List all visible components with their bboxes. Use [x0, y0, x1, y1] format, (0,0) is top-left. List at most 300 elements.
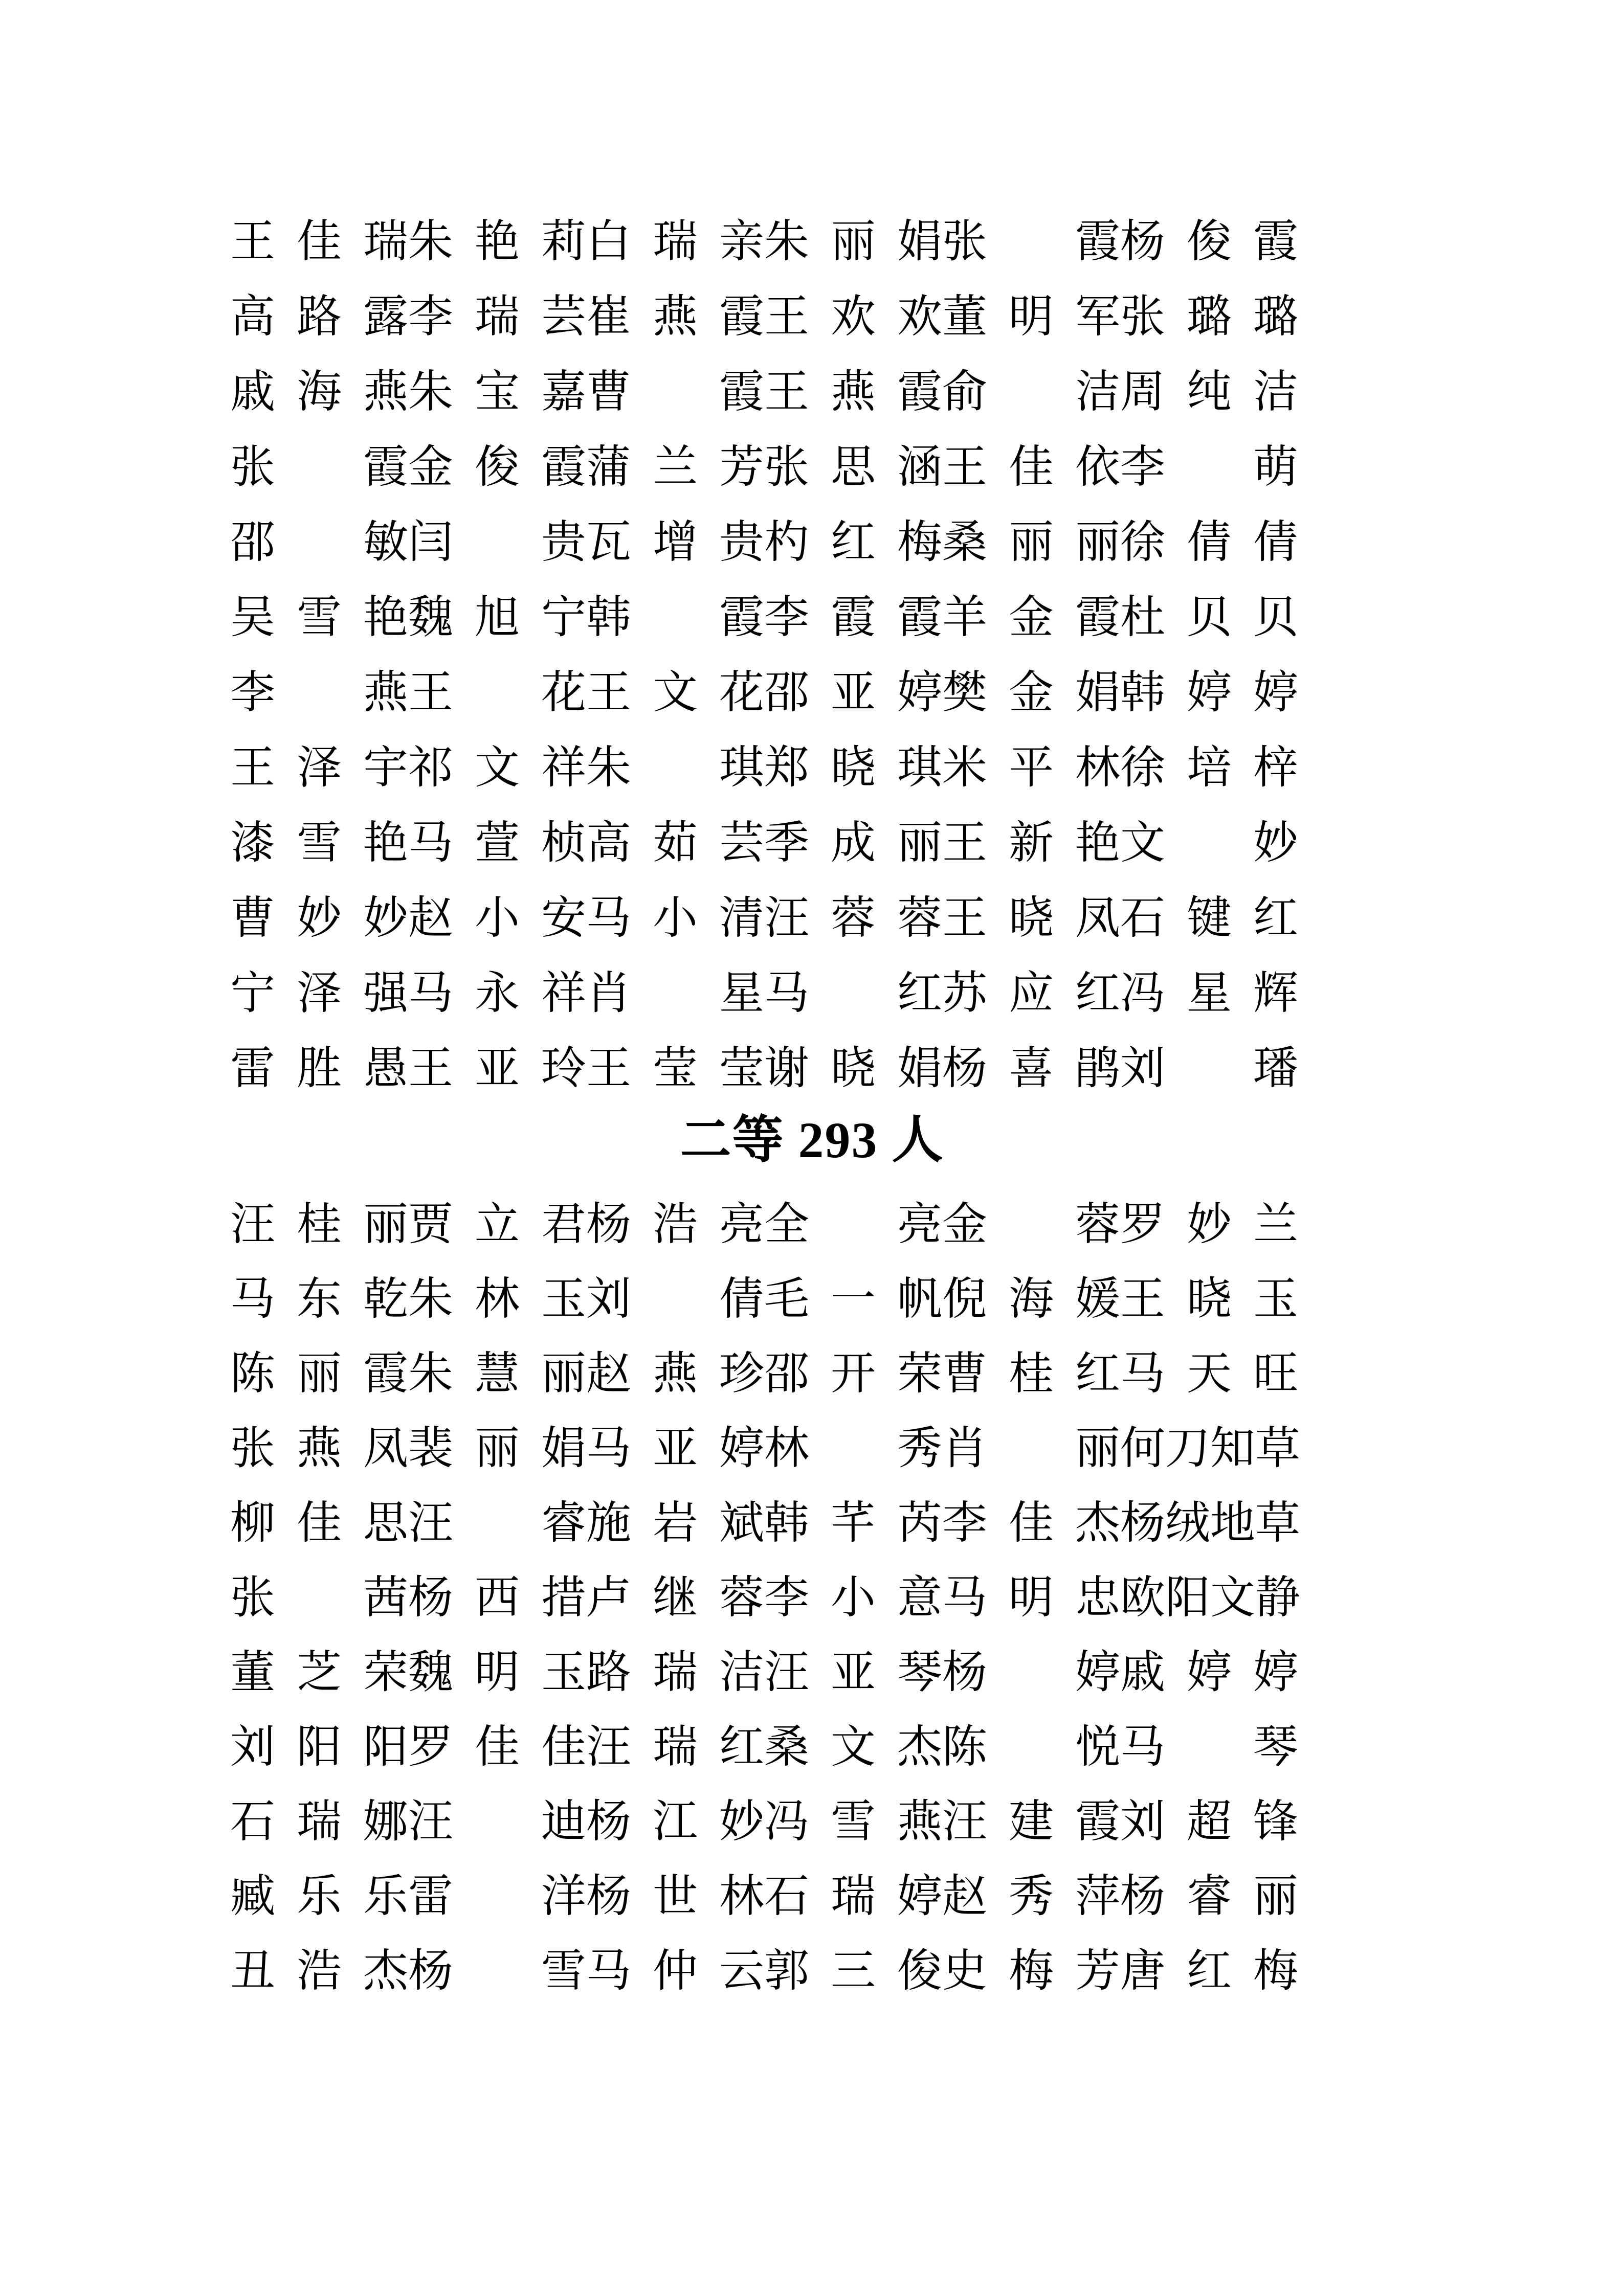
name-char: 增	[652, 518, 698, 568]
name-char: 陈	[230, 1349, 276, 1399]
name-char: 瑞	[652, 1648, 698, 1698]
name-char: 艳	[1075, 819, 1120, 868]
name-cell	[586, 1349, 764, 1399]
name-char: 杨	[1120, 1499, 1166, 1548]
name-char: 杨	[408, 1947, 454, 1996]
name-cell	[408, 1573, 586, 1623]
name-char: 张	[230, 1573, 276, 1623]
name-char: 邵	[764, 1349, 810, 1399]
name-cell	[408, 1277, 586, 1322]
name-char: 汪	[230, 1200, 276, 1250]
name-char: 谢	[764, 1044, 810, 1094]
name-cell	[586, 969, 764, 1019]
name-char: 婷	[1253, 1648, 1298, 1698]
name-char: 地	[1210, 1499, 1256, 1548]
name-char: 浩	[652, 1200, 698, 1250]
name-char: 绒	[1165, 1499, 1211, 1548]
name-char: 林	[474, 1275, 520, 1324]
name-char: 媛	[1075, 1275, 1120, 1324]
name-char: 刘	[586, 1275, 632, 1324]
name-char: 燕	[363, 368, 408, 417]
name-cell	[408, 896, 586, 941]
name-char: 霞	[541, 443, 586, 492]
name-cell	[586, 1501, 764, 1546]
name-char: 裴	[408, 1424, 454, 1474]
name-char: 洁	[719, 1648, 764, 1698]
name-char: 阳	[363, 1723, 408, 1772]
name-char: 云	[719, 1947, 764, 1996]
name-cell	[764, 518, 942, 568]
name-cell	[230, 445, 408, 490]
name-cell	[764, 896, 942, 941]
name-char: 霞	[1253, 217, 1298, 267]
name-cell	[230, 1573, 408, 1623]
name-char: 瑞	[830, 1872, 876, 1922]
name-cell	[230, 1424, 408, 1474]
name-cell	[1120, 217, 1298, 267]
name-cell	[764, 370, 942, 415]
name-char: 敏	[363, 518, 408, 568]
name-char: 路	[296, 292, 342, 342]
name-char: 海	[1008, 1275, 1054, 1324]
name-char: 张	[230, 443, 276, 492]
name-cell	[764, 746, 942, 791]
name-char: 高	[230, 292, 276, 342]
name-char: 茹	[652, 819, 698, 868]
name-char: 三	[830, 1947, 876, 1996]
name-char: 俊	[474, 443, 520, 492]
name-char: 俊	[1186, 217, 1232, 267]
name-char: 亲	[719, 217, 764, 267]
name-cell	[586, 1949, 764, 1994]
name-cell	[764, 445, 942, 490]
name-char: 乐	[363, 1872, 408, 1922]
name-char: 洋	[541, 1872, 586, 1922]
name-char: 罗	[408, 1723, 454, 1772]
name-char: 草	[1255, 1499, 1301, 1548]
name-char: 君	[541, 1200, 586, 1250]
name-char: 王	[408, 1044, 454, 1094]
name-cell	[230, 593, 408, 643]
name-char: 继	[652, 1573, 698, 1623]
name-cell	[230, 1648, 408, 1698]
name-char: 红	[1075, 1349, 1120, 1399]
name-char: 旭	[474, 593, 520, 643]
name-char: 杨	[942, 1044, 988, 1094]
name-cell	[1120, 445, 1298, 490]
name-char: 海	[296, 368, 342, 417]
name-cell	[1120, 1949, 1298, 1994]
name-char: 西	[474, 1573, 520, 1623]
name-char: 王	[408, 668, 454, 718]
name-char: 文	[1210, 1573, 1256, 1623]
name-char: 杓	[764, 518, 810, 568]
name-char: 王	[764, 292, 810, 342]
name-char: 琴	[1253, 1723, 1298, 1772]
name-char: 秀	[897, 1424, 942, 1474]
name-char: 帆	[897, 1275, 942, 1324]
name-char: 雪	[830, 1797, 876, 1847]
name-char: 浩	[296, 1947, 342, 1996]
name-cell	[586, 1797, 764, 1847]
name-char: 霞	[1075, 1797, 1120, 1847]
name-cell	[764, 1349, 942, 1399]
name-char: 丽	[1075, 1424, 1120, 1474]
name-char: 李	[230, 668, 276, 718]
name-cell	[764, 1424, 942, 1474]
name-cell	[1120, 518, 1298, 568]
name-char: 倪	[942, 1275, 988, 1324]
name-char: 芸	[541, 292, 586, 342]
name-char: 林	[764, 1424, 810, 1474]
name-cell	[1120, 668, 1298, 718]
name-char: 仲	[652, 1947, 698, 1996]
name-char: 应	[1008, 969, 1054, 1019]
name-cell	[586, 1573, 764, 1623]
name-cell	[1120, 969, 1298, 1019]
name-char: 红	[897, 969, 942, 1019]
name-char: 霞	[897, 593, 942, 643]
name-char: 郭	[764, 1947, 810, 1996]
name-char: 罗	[1120, 1200, 1166, 1250]
name-cell	[942, 969, 1120, 1019]
name-char: 贾	[408, 1200, 454, 1250]
name-char: 朱	[408, 1275, 454, 1324]
name-cell	[230, 1044, 408, 1094]
name-char: 小	[474, 894, 520, 943]
name-char: 知	[1210, 1424, 1256, 1474]
name-char: 妙	[296, 894, 342, 943]
name-char: 倩	[719, 1275, 764, 1324]
name-char: 宁	[230, 969, 276, 1019]
name-char: 芊	[830, 1499, 876, 1548]
name-char: 霞	[719, 593, 764, 643]
name-char: 建	[1008, 1797, 1054, 1847]
name-cell	[942, 518, 1120, 568]
name-char: 桑	[764, 1723, 810, 1772]
name-char: 迪	[541, 1797, 586, 1847]
name-char: 俞	[942, 368, 988, 417]
name-char: 思	[363, 1499, 408, 1548]
name-char: 睿	[1186, 1872, 1232, 1922]
name-char: 辉	[1253, 969, 1298, 1019]
name-char: 开	[830, 1349, 876, 1399]
name-char: 杨	[586, 1797, 632, 1847]
name-char: 马	[942, 1573, 988, 1623]
name-char: 静	[1255, 1573, 1301, 1623]
name-char: 瑞	[363, 217, 408, 267]
name-cell	[764, 1200, 942, 1250]
name-cell	[764, 1797, 942, 1847]
name-cell	[942, 1424, 1120, 1474]
name-char: 魏	[408, 1648, 454, 1698]
name-cell	[1120, 370, 1298, 415]
name-char: 一	[830, 1275, 876, 1324]
name-char: 杨	[1120, 1872, 1166, 1922]
name-char: 玉	[541, 1275, 586, 1324]
name-cell	[942, 896, 1120, 941]
name-cell	[230, 1725, 408, 1770]
name-cell	[230, 518, 408, 568]
name-char: 丽	[474, 1424, 520, 1474]
name-cell	[586, 292, 764, 342]
name-char: 文	[652, 668, 698, 718]
name-char: 旺	[1253, 1349, 1298, 1399]
name-char: 纯	[1186, 368, 1232, 417]
name-char: 婷	[1186, 1648, 1232, 1698]
name-char: 娜	[363, 1797, 408, 1847]
name-char: 喜	[1008, 1044, 1054, 1094]
name-cell	[1120, 1424, 1301, 1474]
name-char: 赵	[942, 1872, 988, 1922]
name-char: 瓦	[586, 518, 632, 568]
name-char: 亚	[830, 668, 876, 718]
name-char: 李	[408, 292, 454, 342]
name-cell	[408, 969, 586, 1019]
name-char: 艳	[474, 217, 520, 267]
name-cell	[230, 217, 408, 267]
name-char: 凤	[1075, 894, 1120, 943]
name-cell	[942, 746, 1120, 791]
name-char: 妙	[1186, 1200, 1232, 1250]
name-char: 杜	[1120, 593, 1166, 643]
name-char: 培	[1186, 744, 1232, 793]
name-cell	[942, 370, 1120, 415]
name-char: 婷	[897, 668, 942, 718]
name-char: 徐	[1120, 518, 1166, 568]
name-char: 雷	[408, 1872, 454, 1922]
name-char: 崔	[586, 292, 632, 342]
name-char: 刘	[230, 1723, 276, 1772]
name-char: 丽	[541, 1349, 586, 1399]
name-char: 杰	[897, 1723, 942, 1772]
name-cell	[764, 969, 942, 1019]
name-cell	[586, 746, 764, 791]
first-grade-name-list	[230, 217, 1298, 1122]
name-cell	[942, 668, 1120, 718]
name-char: 朱	[408, 368, 454, 417]
name-cell	[764, 1044, 942, 1094]
name-char: 林	[1075, 744, 1120, 793]
name-char: 董	[942, 292, 988, 342]
name-char: 李	[1120, 443, 1166, 492]
name-char: 吴	[230, 593, 276, 643]
name-char: 杨	[408, 1573, 454, 1623]
name-char: 欧	[1120, 1573, 1166, 1623]
name-char: 婷	[1253, 668, 1298, 718]
name-char: 泽	[296, 969, 342, 1019]
name-cell	[230, 1200, 408, 1250]
name-char: 天	[1186, 1349, 1232, 1399]
name-char: 石	[230, 1797, 276, 1847]
name-char: 丽	[363, 1200, 408, 1250]
name-char: 马	[1120, 1349, 1166, 1399]
name-char: 曹	[586, 368, 632, 417]
name-cell	[1120, 746, 1298, 791]
name-cell	[408, 821, 586, 866]
name-char: 妙	[719, 1797, 764, 1847]
name-char: 马	[1120, 1723, 1166, 1772]
name-char: 石	[1120, 894, 1166, 943]
name-char: 路	[586, 1648, 632, 1698]
name-char: 乾	[363, 1275, 408, 1324]
name-char: 娟	[897, 1044, 942, 1094]
name-char: 强	[363, 969, 408, 1019]
name-cell	[230, 821, 408, 866]
name-cell	[230, 1277, 408, 1322]
name-char: 睿	[541, 1499, 586, 1548]
name-char: 俊	[897, 1947, 942, 1996]
name-char: 萱	[474, 819, 520, 868]
name-char: 亮	[897, 1200, 942, 1250]
name-char: 璐	[1186, 292, 1232, 342]
name-char: 泽	[296, 744, 342, 793]
name-char: 佳	[1008, 1499, 1054, 1548]
name-char: 超	[1186, 1797, 1232, 1847]
name-char: 朱	[764, 217, 810, 267]
name-char: 霞	[719, 368, 764, 417]
name-char: 芳	[1075, 1947, 1120, 1996]
name-char: 明	[1008, 1573, 1054, 1623]
name-char: 马	[230, 1275, 276, 1324]
name-char: 文	[474, 744, 520, 793]
name-char: 王	[230, 744, 276, 793]
name-cell	[408, 1797, 586, 1847]
name-char: 悦	[1075, 1723, 1120, 1772]
name-cell	[408, 1044, 586, 1094]
name-char: 贝	[1253, 593, 1298, 643]
name-cell	[764, 292, 942, 342]
name-char: 晓	[830, 1044, 876, 1094]
name-char: 妙	[1253, 819, 1298, 868]
name-char: 李	[942, 1499, 988, 1548]
name-char: 娟	[541, 1424, 586, 1474]
name-char: 晓	[1008, 894, 1054, 943]
name-cell	[942, 1349, 1120, 1399]
name-char: 米	[942, 744, 988, 793]
name-char: 韩	[1120, 668, 1166, 718]
name-char: 花	[719, 668, 764, 718]
name-char: 毛	[764, 1275, 810, 1324]
name-char: 曹	[230, 894, 276, 943]
name-char: 莹	[719, 1044, 764, 1094]
name-char: 王	[586, 668, 632, 718]
name-char: 倩	[1186, 518, 1232, 568]
name-char: 嘉	[541, 368, 586, 417]
name-char: 邵	[230, 518, 276, 568]
name-char: 佳	[296, 1499, 342, 1548]
name-cell	[942, 217, 1120, 267]
name-cell	[942, 821, 1120, 866]
name-char: 红	[1075, 969, 1120, 1019]
name-char: 樊	[942, 668, 988, 718]
name-cell	[764, 821, 942, 866]
name-char: 岩	[652, 1499, 698, 1548]
name-char: 佳	[541, 1723, 586, 1772]
name-char: 新	[1008, 819, 1054, 868]
name-char: 杰	[1075, 1499, 1120, 1548]
name-char: 佳	[296, 217, 342, 267]
name-char: 艳	[363, 819, 408, 868]
name-char: 周	[1120, 368, 1166, 417]
name-char: 白	[586, 217, 632, 267]
name-char: 荣	[363, 1648, 408, 1698]
name-cell	[408, 518, 586, 568]
name-char: 平	[1008, 744, 1054, 793]
name-char: 亚	[474, 1044, 520, 1094]
name-char: 韩	[764, 1499, 810, 1548]
name-char: 马	[764, 969, 810, 1019]
name-char: 马	[586, 1424, 632, 1474]
name-cell	[586, 1725, 764, 1770]
name-cell	[942, 1044, 1120, 1094]
name-cell	[1120, 593, 1298, 643]
name-char: 王	[764, 368, 810, 417]
name-cell	[408, 1725, 586, 1770]
name-char: 琴	[897, 1648, 942, 1698]
name-cell	[230, 1872, 408, 1922]
name-char: 璠	[1253, 1044, 1298, 1094]
name-char: 花	[541, 668, 586, 718]
name-char: 马	[408, 819, 454, 868]
name-char: 冯	[764, 1797, 810, 1847]
name-char: 兰	[1253, 1200, 1298, 1250]
name-char: 茜	[363, 1573, 408, 1623]
name-char: 清	[719, 894, 764, 943]
name-char: 燕	[830, 368, 876, 417]
name-char: 全	[764, 1200, 810, 1250]
name-char: 荣	[897, 1349, 942, 1399]
name-cell	[230, 969, 408, 1019]
name-cell	[764, 1648, 942, 1698]
name-cell	[230, 1501, 408, 1546]
name-cell	[942, 1501, 1120, 1546]
name-char: 阳	[296, 1723, 342, 1772]
name-cell	[942, 1277, 1120, 1322]
name-char: 桂	[296, 1200, 342, 1250]
name-char: 佳	[474, 1723, 520, 1772]
name-char: 臧	[230, 1872, 276, 1922]
name-char: 倩	[1253, 518, 1298, 568]
name-cell	[408, 1501, 586, 1546]
name-char: 佳	[1008, 443, 1054, 492]
name-char: 汪	[408, 1499, 454, 1548]
name-char: 霞	[897, 368, 942, 417]
name-char: 明	[1008, 292, 1054, 342]
name-char: 雪	[296, 593, 342, 643]
name-char: 张	[764, 443, 810, 492]
name-cell	[230, 292, 408, 342]
name-char: 宝	[474, 368, 520, 417]
name-char: 李	[764, 1573, 810, 1623]
name-cell	[586, 668, 764, 718]
name-char: 杨	[942, 1648, 988, 1698]
name-char: 汪	[764, 1648, 810, 1698]
name-char: 莹	[652, 1044, 698, 1094]
name-cell	[586, 445, 764, 490]
name-cell	[408, 1872, 586, 1922]
name-cell	[764, 1573, 942, 1623]
name-char: 汪	[586, 1723, 632, 1772]
name-char: 江	[652, 1797, 698, 1847]
name-char: 桂	[1008, 1349, 1054, 1399]
name-cell	[408, 746, 586, 791]
name-char: 魏	[408, 593, 454, 643]
name-char: 措	[541, 1573, 586, 1623]
name-char: 芸	[719, 819, 764, 868]
name-cell	[764, 668, 942, 718]
name-char: 锋	[1253, 1797, 1298, 1847]
